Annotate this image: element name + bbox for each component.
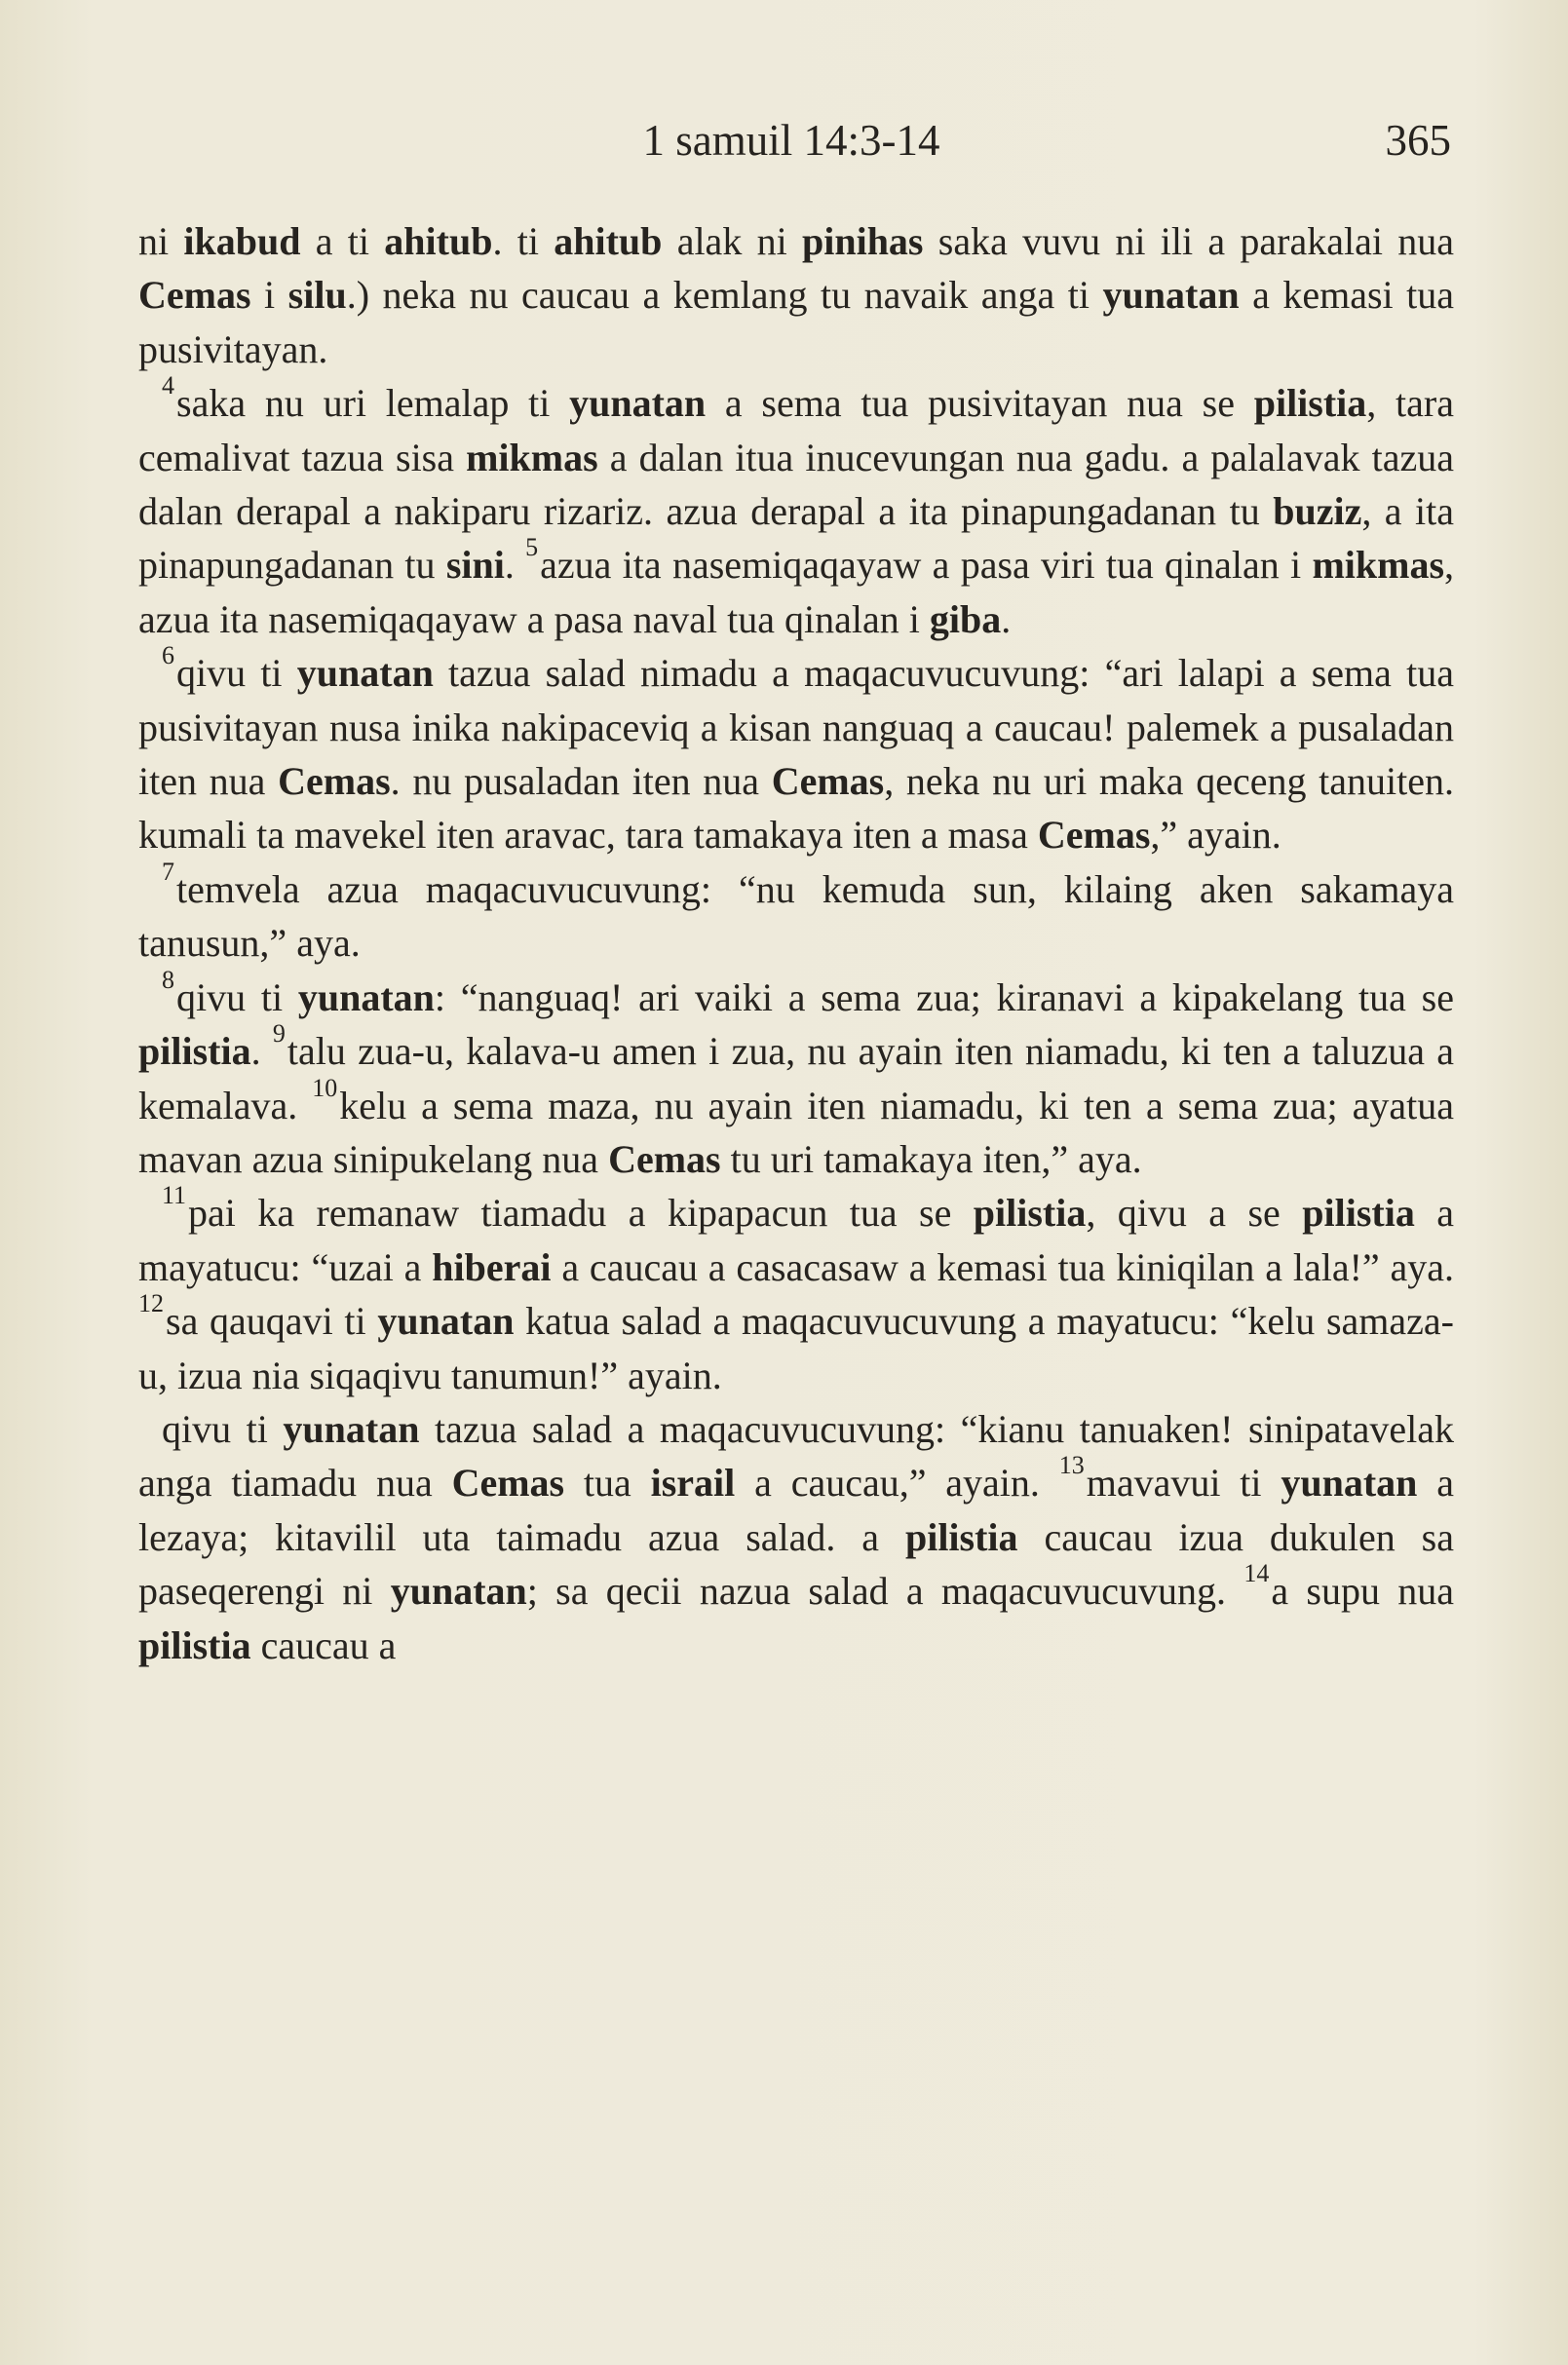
- text-run: qivu ti: [176, 651, 297, 696]
- text-run: : “nanguaq! ari vaiki a sema zua; kiranavi a kipakelang tua se: [434, 974, 1454, 1019]
- text-run: ni: [138, 219, 184, 263]
- text-run: a dalan itua inucevungan nua gadu. a palalavak tazua dalan derapal a nakiparu rizariz. azua derapal a ita pinapungadanan tu: [138, 435, 1455, 534]
- proper-noun: buziz: [1273, 489, 1362, 534]
- paragraph: [138, 1402, 1454, 1672]
- text-run: saka vuvu ni ili a parakalai nua: [923, 219, 1454, 263]
- paragraph: [138, 857, 1454, 971]
- proper-noun: Cemas: [608, 1136, 721, 1181]
- proper-noun: yunatan: [297, 974, 435, 1019]
- text-run: a mayatucu: “uzai a: [138, 1191, 1455, 1289]
- page-number: 365: [1385, 116, 1451, 165]
- paragraph: [138, 1181, 1455, 1402]
- proper-noun: silu: [287, 273, 347, 318]
- text-run: , azua ita nasemiqaqayaw a pasa naval tua qinalan i: [138, 543, 1455, 641]
- proper-noun: Cemas: [771, 759, 885, 804]
- verse-number: 11: [162, 1181, 187, 1210]
- verse-number: 9: [272, 1019, 286, 1049]
- proper-noun: pilistia: [904, 1514, 1018, 1559]
- text-run: talu zua-u, kalava-u amen i zua, nu ayain iten niamadu, ki ten a taluzua a kemalava.: [138, 1029, 1455, 1127]
- text-run: , a ita pinapungadanan tu: [138, 489, 1455, 588]
- proper-noun: ahitub: [554, 219, 663, 263]
- text-run: caucau a: [250, 1622, 397, 1667]
- proper-noun: giba: [929, 596, 1002, 641]
- text-run: tua: [564, 1461, 651, 1506]
- text-run: a lezaya; kitavilil uta taimadu azua salad. a: [138, 1461, 1454, 1559]
- text-run: tazua salad nimadu a maqacuvucuvung: “ari lalapi a sema tua pusivitayan nusa inika nakipaceviq a kisan nanguaq a caucau! palemek a pusaladan iten nua: [138, 651, 1454, 804]
- proper-noun: pilistia: [973, 1191, 1087, 1236]
- proper-noun: mikmas: [1312, 543, 1445, 588]
- verse-number: 5: [525, 533, 539, 562]
- running-title: 1 samuil 14:3-14: [642, 116, 940, 165]
- proper-noun: Cemas: [278, 759, 391, 804]
- text-run: , qivu a se: [1086, 1191, 1303, 1236]
- proper-noun: pilistia: [1253, 381, 1367, 426]
- text-run: alak ni: [662, 219, 802, 263]
- verse-number: 13: [1058, 1451, 1085, 1480]
- text-run: tazua salad a maqacuvucuvung: “kianu tanuaken! sinipatavelak anga tiamadu nua: [138, 1406, 1454, 1506]
- text-run: a caucau,” ayain.: [735, 1461, 1059, 1506]
- text-run: a caucau a casacasaw a kemasi tua kiniqilan a lala!” aya.: [551, 1244, 1455, 1289]
- text-run: azua ita nasemiqaqayaw a pasa viri tua qinalan i: [540, 543, 1313, 588]
- text-run: . nu pusaladan iten nua: [390, 759, 772, 804]
- proper-noun: pilistia: [138, 1029, 251, 1074]
- verse-number: 6: [162, 641, 174, 670]
- text-run: .: [1001, 596, 1012, 641]
- text-run: i: [250, 273, 288, 318]
- verse-number: 12: [138, 1289, 164, 1318]
- verse-number: 7: [162, 857, 174, 886]
- proper-noun: israil: [650, 1461, 736, 1506]
- proper-noun: pilistia: [1302, 1191, 1415, 1236]
- proper-noun: yunatan: [377, 1299, 515, 1344]
- proper-noun: yunatan: [1281, 1461, 1418, 1506]
- paragraph: [138, 641, 1455, 862]
- proper-noun: sini: [445, 543, 505, 588]
- text-run: ; sa qecii nazua salad a maqacuvucuvung.: [526, 1569, 1244, 1614]
- paragraph: [138, 371, 1455, 646]
- proper-noun: pinihas: [801, 219, 924, 263]
- text-run: pai ka remanaw tiamadu a kipapacun tua se: [188, 1191, 974, 1236]
- text-run: a supu nua: [1271, 1569, 1455, 1614]
- proper-noun: ikabud: [183, 219, 301, 263]
- text-run: a sema tua pusivitayan nua se: [706, 381, 1254, 426]
- text-run: ,” ayain.: [1150, 813, 1281, 858]
- paragraph: [138, 965, 1455, 1187]
- verse-number: 10: [312, 1073, 338, 1102]
- proper-noun: pilistia: [138, 1622, 251, 1667]
- proper-noun: Cemas: [138, 273, 251, 318]
- text-run: temvela azua maqacuvucuvung: “nu kemuda sun, kilaing aken sakamaya tanusun,” aya.: [138, 866, 1454, 966]
- paragraph: [138, 214, 1454, 376]
- text-run: katua salad a maqacuvucuvung a mayatucu: “kelu samaza-u, izua nia siqaqivu tanumun!” ayain.: [138, 1299, 1454, 1397]
- verse-number: 14: [1243, 1559, 1270, 1588]
- text-run: . ti: [492, 219, 555, 263]
- verse-number: 4: [162, 371, 174, 401]
- text-run: a kemasi tua pusivitayan.: [138, 273, 1454, 371]
- proper-noun: yunatan: [569, 381, 707, 426]
- text-run: qivu ti: [162, 1406, 284, 1451]
- text-run: a ti: [300, 219, 385, 263]
- scripture-text: [138, 214, 1454, 1672]
- proper-noun: yunatan: [1102, 273, 1240, 318]
- proper-noun: yunatan: [296, 651, 434, 696]
- page-header: [132, 115, 1451, 183]
- proper-noun: mikmas: [466, 435, 598, 479]
- proper-noun: Cemas: [1037, 813, 1151, 858]
- text-run: .: [250, 1029, 273, 1074]
- text-run: mavavui ti: [1086, 1461, 1281, 1506]
- text-run: caucau izua dukulen sa paseqerengi ni: [138, 1514, 1455, 1614]
- text-run: saka nu uri lemalap ti: [176, 381, 570, 426]
- proper-noun: yunatan: [390, 1569, 527, 1614]
- proper-noun: ahitub: [384, 219, 493, 263]
- text-run: tu uri tamakaya iten,” aya.: [720, 1136, 1142, 1181]
- text-run: qivu ti: [176, 974, 298, 1019]
- proper-noun: Cemas: [451, 1461, 565, 1506]
- text-run: .) neka nu caucau a kemlang tu navaik anga ti: [346, 273, 1103, 318]
- proper-noun: yunatan: [283, 1406, 420, 1451]
- proper-noun: hiberai: [432, 1244, 552, 1289]
- text-run: kelu a sema maza, nu ayain iten niamadu, ki ten a sema zua; ayatua mavan azua sinipukelang nua: [138, 1083, 1454, 1181]
- text-run: , tara cemalivat tazua sisa: [138, 381, 1454, 479]
- text-run: sa qauqavi ti: [166, 1299, 378, 1344]
- text-run: .: [504, 543, 526, 588]
- verse-number: 8: [162, 965, 174, 994]
- text-run: , neka nu uri maka qeceng tanuiten. kumali ta mavekel iten aravac, tara tamakaya iten a masa: [138, 759, 1455, 858]
